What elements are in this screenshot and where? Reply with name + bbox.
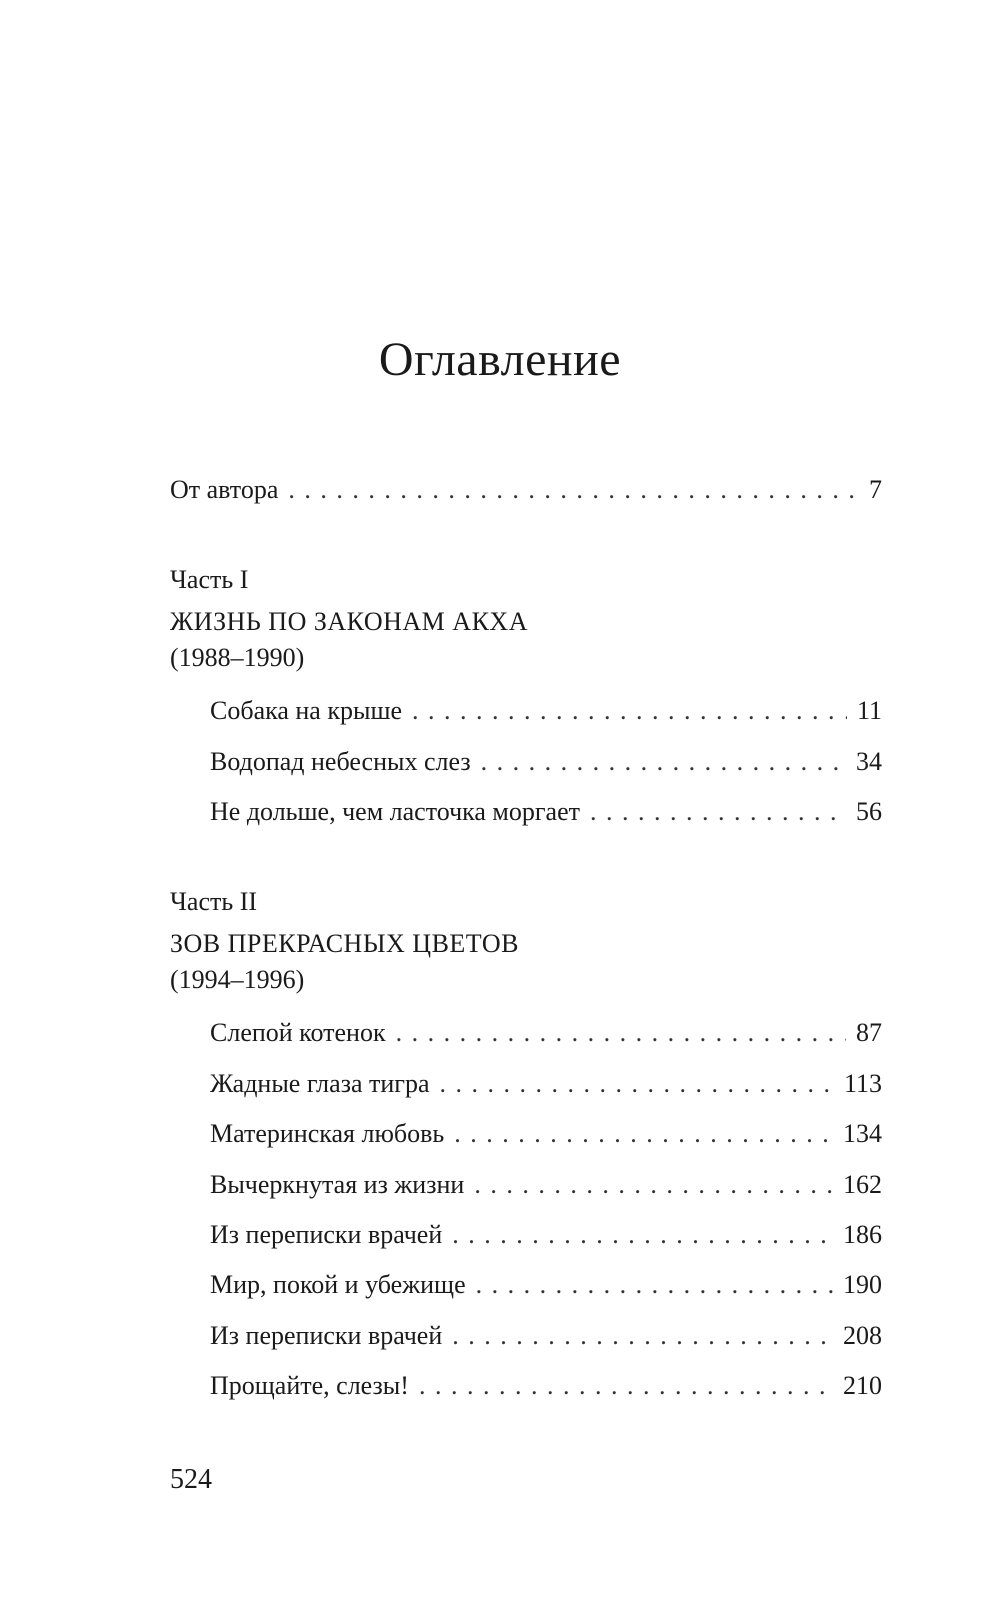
toc-entry-page: 162 — [843, 1170, 882, 1199]
toc-entry-page: 87 — [856, 1018, 882, 1047]
toc-entry-page: 34 — [856, 747, 882, 776]
toc-entry-page: 210 — [843, 1371, 882, 1400]
toc-entry-page: 190 — [843, 1270, 882, 1299]
toc-entry-page: 11 — [856, 696, 882, 725]
dot-leader — [452, 1219, 833, 1251]
toc-entry-page: 186 — [843, 1220, 882, 1249]
toc-entry-page: 56 — [856, 797, 882, 826]
toc-entry[interactable] — [210, 1269, 882, 1301]
dot-leader — [288, 474, 859, 506]
page-title: Оглавление — [378, 333, 622, 386]
toc-entry-page: 208 — [843, 1321, 882, 1350]
toc-entry-page: 134 — [843, 1119, 882, 1148]
dot-leader — [476, 1269, 833, 1301]
part-title: ЗОВ ПРЕКРАСНЫХ ЦВЕТОВ — [170, 929, 519, 958]
toc-entry[interactable] — [210, 1068, 882, 1100]
toc-entry-label: Материнская любовь — [210, 1119, 445, 1148]
toc-entry[interactable] — [210, 746, 882, 778]
toc-entry-label: Вычеркнутая из жизни — [210, 1170, 465, 1199]
toc-entry-label: Жадные глаза тигра — [210, 1069, 430, 1098]
toc-entry-label: Прощайте, слезы! — [210, 1371, 409, 1400]
part-title: ЖИЗНЬ ПО ЗАКОНАМ АКХА — [170, 607, 528, 636]
toc-entry[interactable] — [210, 1017, 882, 1049]
part-heading: Часть II — [170, 887, 258, 916]
dot-leader — [412, 695, 847, 727]
toc-entry-page: 113 — [843, 1069, 882, 1098]
toc-entry[interactable] — [210, 1320, 882, 1352]
dot-leader — [452, 1320, 833, 1352]
toc-entry[interactable] — [210, 1169, 882, 1201]
toc-entry-label: Собака на крыше — [210, 696, 403, 725]
toc-entry-label: Не дольше, чем ласточка моргает — [210, 797, 580, 826]
toc-entry[interactable] — [210, 1219, 882, 1251]
dot-leader — [419, 1370, 833, 1402]
toc-entry-label: Мир, покой и убежище — [210, 1270, 466, 1299]
part-heading: Часть I — [170, 565, 249, 594]
part-years: (1994–1996) — [170, 965, 305, 994]
dot-leader — [474, 1169, 833, 1201]
toc-entry-label: Из переписки врачей — [210, 1220, 443, 1249]
dot-leader — [590, 796, 846, 828]
toc-entry-label: От автора — [170, 475, 279, 504]
toc-entry-label: Водопад небесных слез — [210, 747, 471, 776]
toc-entry[interactable] — [210, 1118, 882, 1150]
dot-leader — [440, 1068, 834, 1100]
toc-entry-intro[interactable] — [170, 474, 882, 506]
toc-entry[interactable] — [210, 695, 882, 727]
dot-leader — [396, 1017, 846, 1049]
dot-leader — [481, 746, 846, 778]
toc-entry[interactable] — [210, 1370, 882, 1402]
toc-entry-label: Слепой котенок — [210, 1018, 386, 1047]
toc-entry[interactable] — [210, 796, 882, 828]
part-years: (1988–1990) — [170, 643, 305, 672]
toc-entry-label: Из переписки врачей — [210, 1321, 443, 1350]
page-number: 524 — [170, 1464, 212, 1495]
toc-entry-page: 7 — [869, 475, 882, 504]
dot-leader — [454, 1118, 833, 1150]
